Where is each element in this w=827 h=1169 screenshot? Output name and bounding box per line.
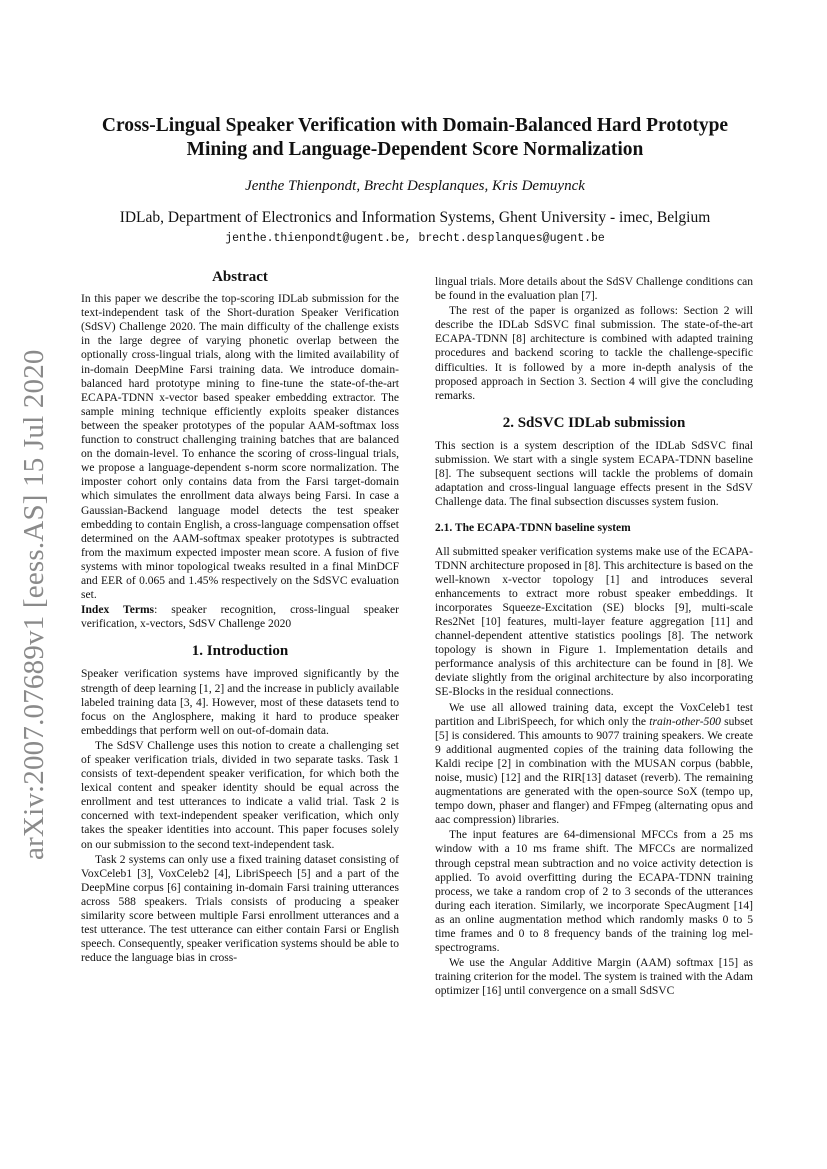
intro-paragraph-2: The SdSV Challenge uses this notion to create a challenging set of speaker verification trials, divided in two separate tasks. Task 1 consists of text-dependent speaker verification, for which both the lexical content and speaker identity should be equal across the enrollment and test utterances to indicate a valid trial. Task 2 is concerned with text-independent speaker verification, which only takes the speaker identities into account. This paper focuses solely on our submission to the second text-independent task. xyxy=(81,739,399,851)
intro-paragraph-3: Task 2 systems can only use a fixed training dataset consisting of VoxCeleb1 [3], VoxCeleb2 [4], LibriSpeech [5] and a part of the DeepMine corpus [6] containing in-domain Farsi training utterances across 588 speakers. Trials consists of producing a speaker similarity score between multiple Farsi enrollment utterances and a test utterance. The test utterance can either contain Farsi or English speech. Consequently, speaker verification systems should be able to reduce the language bias in cross- xyxy=(81,853,399,965)
subsection-2-1-paragraph-3: The input features are 64-dimensional MFCCs from a 25 ms window with a 10 ms frame shift. The MFCCs are normalized through cepstral mean subtraction and no voice activity detection is applied. To avoid overfitting during the ECAPA-TDNN training process, we take a random crop of 2 to 3 seconds of the utterances during each iteration. Similarly, we incorporate SpecAugment [14] as an online augmentation method which randomly masks 0 to 5 time frames and 0 to 8 frequency bands of the training log mel-spectrograms. xyxy=(435,829,753,955)
subsection-2-1-paragraph-4: We use the Angular Additive Margin (AAM) softmax [15] as training criterion for the model. The system is trained with the Adam optimizer [16] until convergence on a small SdSVC xyxy=(435,957,753,998)
right-column xyxy=(435,275,753,1000)
paragraph-2-italic-subset: train-other-500 xyxy=(649,715,721,728)
index-terms-text: : speaker recognition, cross-lingual speaker verification, x-vectors, SdSV Challenge 2020 xyxy=(81,604,399,631)
title-line-2: Mining and Language-Dependent Score Normalization xyxy=(186,139,644,160)
paragraph-2-text-a: We use all allowed training data, except the VoxCeleb1 test partition and LibriSpeech, for which only the xyxy=(435,701,753,728)
arxiv-identifier: arXiv:2007.07689v1 [eess.AS] 15 Jul 2020 xyxy=(18,349,50,860)
paper-title xyxy=(80,114,750,162)
abstract-heading: Abstract xyxy=(212,269,268,285)
subsection-2-1-paragraph-1: All submitted speaker verification systems make use of the ECAPA-TDNN architecture proposed in [8]. This architecture is based on the well-known x-vector topology [1] and introduces several enhancements to extract more robust speaker embeddings. It incorporates Squeeze-Excitation (SE) blocks [9], multi-scale Res2Net [10] features, multi-layer feature aggregation [11] and channel-dependent attentive statistics poolings [8]. The network topology is shown in Figure 1. Implementation details and performance analysis of this architecture can be found in [8]. We deviate slightly from the original architecture by also incorporating SE-Blocks in the residual connections. xyxy=(435,545,753,699)
subsection-2-1-paragraph-2 xyxy=(435,701,753,828)
intro-paragraph-4: The rest of the paper is organized as follows: Section 2 will describe the IDLab SdSVC final submission. The state-of-the-art ECAPA-TDNN [8] architecture is combined with adapted training procedures and backend scoring to tackle the challenge-specific difficulties. It is followed by a more in-depth analysis of the proposed approach in Section 3. Section 4 will give the concluding remarks. xyxy=(435,305,753,402)
abstract-text: In this paper we describe the top-scoring IDLab submission for the text-independent task of the Short-duration Speaker Verification (SdSV) Challenge 2020. The main difficulty of the challenge exists in the large degree of varying phonetic overlap between the optionally cross-lingual trials, along with the limited availability of in-domain DeepMine Farsi training data. We introduce domain-balanced hard prototype mining to fine-tune the state-of-the-art ECAPA-TDNN x-vector based speaker embedding extractor. The sample mining technique efficiently exploits speaker distances between the speaker prototypes of the popular AAM-softmax loss function to construct challenging training batches that are balanced on the domain-level. To enhance the scoring of cross-lingual trials, we propose a language-dependent s-norm score normalization. The imposter cohort only contains data from the Farsi target-domain which simulates the enrollment data always being Farsi. In case a Gaussian-Backend language model detects the test speaker embedding to contain English, a cross-language compensation offset determined on the AAM-softmax speaker prototypes is subtracted from the maximum expected imposter mean score. A fusion of five systems with minor topological tweaks resulted in a final MinDCF and EER of 0.065 and 1.45% respectively on the SdSVC evaluation set. xyxy=(81,293,399,602)
index-terms xyxy=(81,603,399,631)
subsection-2-1-heading: 2.1. The ECAPA-TDNN baseline system xyxy=(435,522,631,535)
intro-paragraph-1: Speaker verification systems have improved significantly by the strength of deep learning [1, 2] and the increase in publicly available labeled training data [3, 4]. However, most of these datasets tend to focus on the Anglosphere, making it hard to produce speaker embeddings that perform well on out-of-domain data. xyxy=(81,668,399,737)
introduction-heading: 1. Introduction xyxy=(191,643,289,660)
author-emails: jenthe.thienpondt@ugent.be, brecht.desplanques@ugent.be xyxy=(225,232,605,245)
paragraph-2-text-b: subset [5] is considered. This amounts to 9077 training speakers. We create 9 additional augmented copies of the training data following the Kaldi recipe [2] in combination with the MUSAN corpus (babble, noise, music) [12] and the RIR[13] dataset (reverb). The remaining augmentations are generated with the open-source SoX (tempo up, tempo down, phaser and flanger) and FFmpeg (alternating opus and aac compression) libraries. xyxy=(435,715,754,827)
authors: Jenthe Thienpondt, Brecht Desplanques, Kris Demuynck xyxy=(245,178,585,194)
left-column xyxy=(81,270,399,966)
section-2-paragraph-1: This section is a system description of the IDLab SdSVC final submission. We start with a single system ECAPA-TDNN baseline [8]. The subsequent sections will tackle the problems of domain adaptation and cross-lingual language effects present in the SdSV Challenge data. The final subsection discusses system fusion. xyxy=(435,439,753,509)
index-terms-label: Index Terms xyxy=(81,604,155,617)
title-line-1: Cross-Lingual Speaker Verification with Domain-Balanced Hard Prototype xyxy=(101,115,729,136)
affiliation: IDLab, Department of Electronics and Information Systems, Ghent University - imec, Belgium xyxy=(119,209,711,226)
intro-paragraph-3-continued: lingual trials. More details about the SdSV Challenge conditions can be found in the evaluation plan [7]. xyxy=(435,276,753,303)
section-2-heading: 2. SdSVC IDLab submission xyxy=(502,414,686,431)
